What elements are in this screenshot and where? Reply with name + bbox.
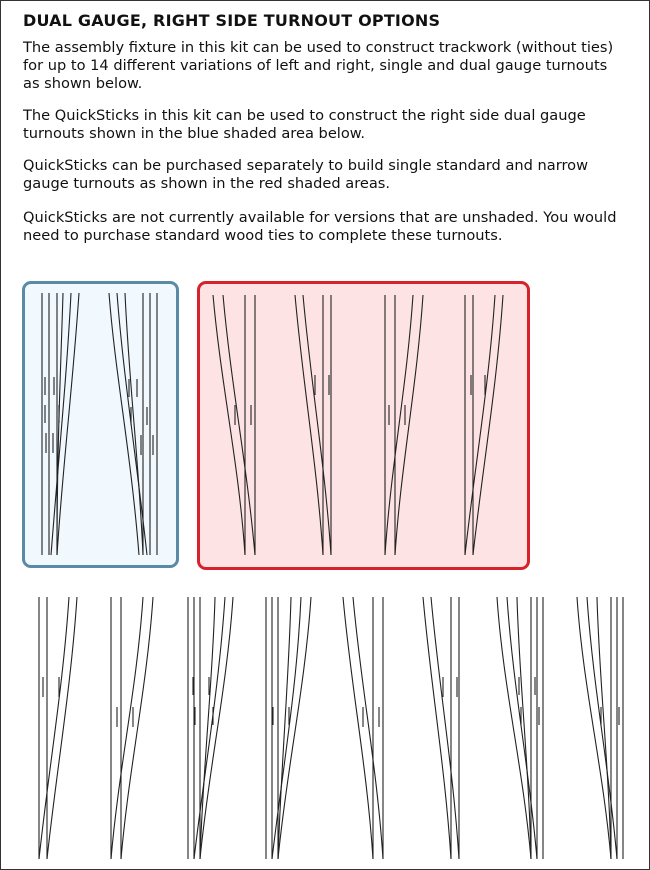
page-title: DUAL GAUGE, RIGHT SIDE TURNOUT OPTIONS bbox=[23, 11, 441, 30]
single-gauge-turnout-diagram bbox=[459, 295, 507, 555]
single-gauge-turnout-diagram bbox=[379, 295, 427, 555]
unshaded-turnout-diagram bbox=[33, 597, 83, 859]
dual-gauge-turnout-diagram bbox=[107, 293, 159, 555]
unshaded-turnout-diagram bbox=[107, 597, 157, 859]
unshaded-turnout-diagram bbox=[575, 597, 627, 859]
unshaded-turnout-diagram bbox=[341, 597, 389, 859]
paragraph-quicksticks-kit: The QuickSticks in this kit can be used to construct the right side dual gauge turnouts shown in the blue shaded area below. bbox=[23, 107, 586, 142]
unshaded-turnout-diagram bbox=[421, 597, 469, 859]
unshaded-turnout-diagram bbox=[185, 597, 237, 859]
single-gauge-turnout-diagram bbox=[293, 295, 341, 555]
paragraph-quicksticks-separate: QuickSticks can be purchased separately to build single standard and narrow gauge turnouts as shown in the red shaded areas. bbox=[23, 157, 589, 192]
unshaded-turnout-diagram bbox=[495, 597, 547, 859]
dual-gauge-turnout-diagram bbox=[37, 293, 85, 555]
single-gauge-turnout-diagram bbox=[211, 295, 259, 555]
paragraph-assembly-fixture: The assembly fixture in this kit can be used to construct trackwork (without ties) for up to 14 different variations of left and right, single and dual gauge turnouts as shown below. bbox=[23, 39, 614, 92]
unshaded-turnout-diagram bbox=[263, 597, 315, 859]
paragraph-unshaded-versions: QuickSticks are not currently available for versions that are unshaded. You would need to purchase standard wood ties to complete these turnouts. bbox=[23, 209, 617, 244]
